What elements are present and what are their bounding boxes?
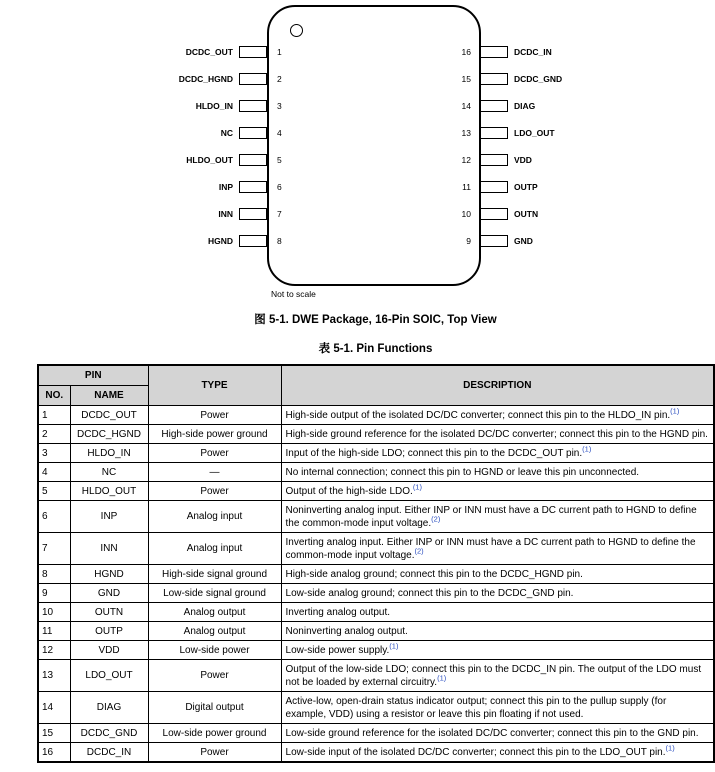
table-row [38,724,714,743]
pin-number: 4 [277,128,282,138]
pin-lead [239,181,267,193]
pin-lead [480,100,508,112]
pin-label: INP [218,182,233,192]
header-description: DESCRIPTION [281,365,714,406]
pin-lead [480,208,508,220]
pin-no: 2 [38,425,70,444]
pin1-indicator-icon [290,24,303,37]
table-row [38,425,714,444]
pin-description [281,565,714,584]
pin-no: 9 [38,584,70,603]
footnote-link[interactable]: (2) [431,514,441,524]
description-text: Low-side ground reference for the isolated DC/DC converter; connect this pin to the GND pin. [285,727,699,739]
header-row-1 [38,365,714,386]
pin-lead [480,181,508,193]
pin-no: 7 [38,533,70,565]
pin-no: 16 [38,743,70,763]
pin-lead [239,154,267,166]
pin-label: OUTN [514,209,539,219]
pin-name: DCDC_HGND [70,425,148,444]
pin-name: INP [70,501,148,533]
pin-number: 5 [277,155,282,165]
table-row [38,692,714,724]
pin-description [281,641,714,660]
pin-name: HLDO_OUT [70,482,148,501]
table-row [38,406,714,425]
description-text: Low-side input of the isolated DC/DC converter; connect this pin to the LDO_OUT pin. [285,746,666,758]
description-text: Active-low, open-drain status indicator output; connect this pin to the pullup supply (for example, VDD) using a resistor or leave this pin floating if not used. [285,695,667,720]
pin-number: 13 [461,128,471,138]
pin-type: Power [148,743,281,763]
pin-lead [480,154,508,166]
header-no: NO. [38,386,70,406]
pin-name: DCDC_OUT [70,406,148,425]
table-row [38,743,714,763]
pin-no: 1 [38,406,70,425]
pin-number: 3 [277,101,282,111]
pin-label: VDD [514,155,532,165]
pin-no: 10 [38,603,70,622]
pin-label: HLDO_OUT [186,155,233,165]
pin-no: 11 [38,622,70,641]
pin-label: DCDC_IN [514,47,552,57]
pin-number: 6 [277,182,282,192]
description-text: Inverting analog input. Either INP or INN must have a DC current path to HGND to define the common-mode input voltage. [285,536,696,561]
pin-type: Power [148,444,281,463]
pin-lead [239,73,267,85]
pin-description [281,603,714,622]
pin-no: 4 [38,463,70,482]
description-text: High-side output of the isolated DC/DC converter; connect this pin to the HLDO_IN pin. [285,409,671,421]
footnote-link[interactable]: (1) [582,444,592,454]
pin-type: Analog input [148,501,281,533]
pin-name: HGND [70,565,148,584]
description-text: No internal connection; connect this pin to HGND or leave this pin unconnected. [285,466,640,478]
header-pin-group: PIN [38,365,148,386]
pin-lead [239,46,267,58]
pin-lead [480,46,508,58]
pin-name: INN [70,533,148,565]
pin-no: 6 [38,501,70,533]
package-pin-diagram [0,0,715,303]
pin-label: DIAG [514,101,536,111]
pin-label: HLDO_IN [195,101,233,111]
description-text: Output of the low-side LDO; connect this pin to the DCDC_IN pin. The output of the LDO must not be loaded by external circuitry. [285,663,702,688]
pin-no: 3 [38,444,70,463]
footnote-link[interactable]: (1) [665,743,675,753]
pin-label: GND [514,236,533,246]
footnote-link[interactable]: (1) [670,406,680,416]
pin-lead [480,73,508,85]
pin-no: 14 [38,692,70,724]
pin-lead [480,235,508,247]
pin-lead [239,235,267,247]
table-caption: 表 5-1. Pin Functions [318,343,433,355]
pin-description [281,444,714,463]
table-row [38,584,714,603]
pin-type: Analog output [148,603,281,622]
pin-description [281,622,714,641]
pin-label: DCDC_GND [514,74,563,84]
pin-number: 8 [277,236,282,246]
footnote-link[interactable]: (2) [414,546,424,556]
pin-no: 13 [38,660,70,692]
pin-name: DCDC_IN [70,743,148,763]
description-text: Noninverting analog input. Either INP or INN must have a DC current path to HGND to define the common-mode input voltage. [285,504,697,529]
pin-type: Low-side signal ground [148,584,281,603]
pin-label: INN [218,209,233,219]
description-text: Noninverting analog output. [285,625,408,637]
pin-name: OUTP [70,622,148,641]
table-row [38,463,714,482]
pin-number: 11 [462,182,471,192]
pin-no: 15 [38,724,70,743]
pin-label: NC [220,128,233,138]
pin-name: OUTN [70,603,148,622]
pin-name: HLDO_IN [70,444,148,463]
pin-type: High-side power ground [148,425,281,444]
footnote-link[interactable]: (1) [437,673,447,683]
pin-description [281,660,714,692]
pin-type: Low-side power ground [148,724,281,743]
pin-name: DCDC_GND [70,724,148,743]
pin-description [281,724,714,743]
pin-description [281,743,714,763]
pin-type: Analog input [148,533,281,565]
pin-type: High-side signal ground [148,565,281,584]
pin-description [281,463,714,482]
pin-lead [480,127,508,139]
table-row [38,533,714,565]
description-text: Input of the high-side LDO; connect this pin to the DCDC_OUT pin. [285,447,583,459]
footnote-link[interactable]: (1) [412,482,422,492]
pin-number: 9 [466,236,471,246]
description-text: Low-side analog ground; connect this pin to the DCDC_GND pin. [285,587,574,599]
pin-description [281,533,714,565]
pin-name: NC [70,463,148,482]
pin-description [281,584,714,603]
pin-type: Digital output [148,692,281,724]
pin-number: 16 [461,47,471,57]
pin-description [281,482,714,501]
pin-description [281,406,714,425]
pin-no: 8 [38,565,70,584]
pin-type: Power [148,406,281,425]
table-row [38,444,714,463]
table-row [38,660,714,692]
pin-name: VDD [70,641,148,660]
pin-type: Low-side power [148,641,281,660]
header-type: TYPE [148,365,281,406]
table-row [38,565,714,584]
table-row [38,603,714,622]
header-name: NAME [70,386,148,406]
pin-type: Analog output [148,622,281,641]
pin-number: 14 [461,101,471,111]
pin-number: 2 [277,74,282,84]
pin-number: 10 [461,209,471,219]
pin-label: DCDC_OUT [185,47,233,57]
table-row [38,501,714,533]
pin-no: 5 [38,482,70,501]
description-text: Output of the high-side LDO. [285,485,413,497]
pin-description [281,425,714,444]
description-text: High-side ground reference for the isolated DC/DC converter; connect this pin to the HGND pin. [285,428,708,440]
pin-label: DCDC_HGND [178,74,233,84]
pin-description [281,501,714,533]
pin-label: OUTP [514,182,538,192]
pin-name: LDO_OUT [70,660,148,692]
figure-caption: 图 5-1. DWE Package, 16-Pin SOIC, Top View [254,314,497,326]
pin-type: Power [148,482,281,501]
pin-lead [239,100,267,112]
footnote-link[interactable]: (1) [389,641,399,651]
pin-type: Power [148,660,281,692]
description-text: Low-side power supply. [285,644,390,656]
pin-number: 15 [461,74,471,84]
description-text: High-side analog ground; connect this pin to the DCDC_HGND pin. [285,568,583,580]
pin-lead [239,127,267,139]
table-row [38,622,714,641]
description-text: Inverting analog output. [285,606,391,618]
pin-description [281,692,714,724]
pin-number: 12 [461,155,471,165]
pin-label: HGND [207,236,233,246]
pin-type: — [148,463,281,482]
pin-functions-table [37,364,715,763]
table-row [38,641,714,660]
pin-label: LDO_OUT [514,128,555,138]
table-row [38,482,714,501]
pin-lead [239,208,267,220]
not-to-scale-note: Not to scale [271,289,316,299]
pin-name: GND [70,584,148,603]
pin-no: 12 [38,641,70,660]
pin-number: 1 [277,47,282,57]
pin-name: DIAG [70,692,148,724]
pin-number: 7 [277,209,282,219]
